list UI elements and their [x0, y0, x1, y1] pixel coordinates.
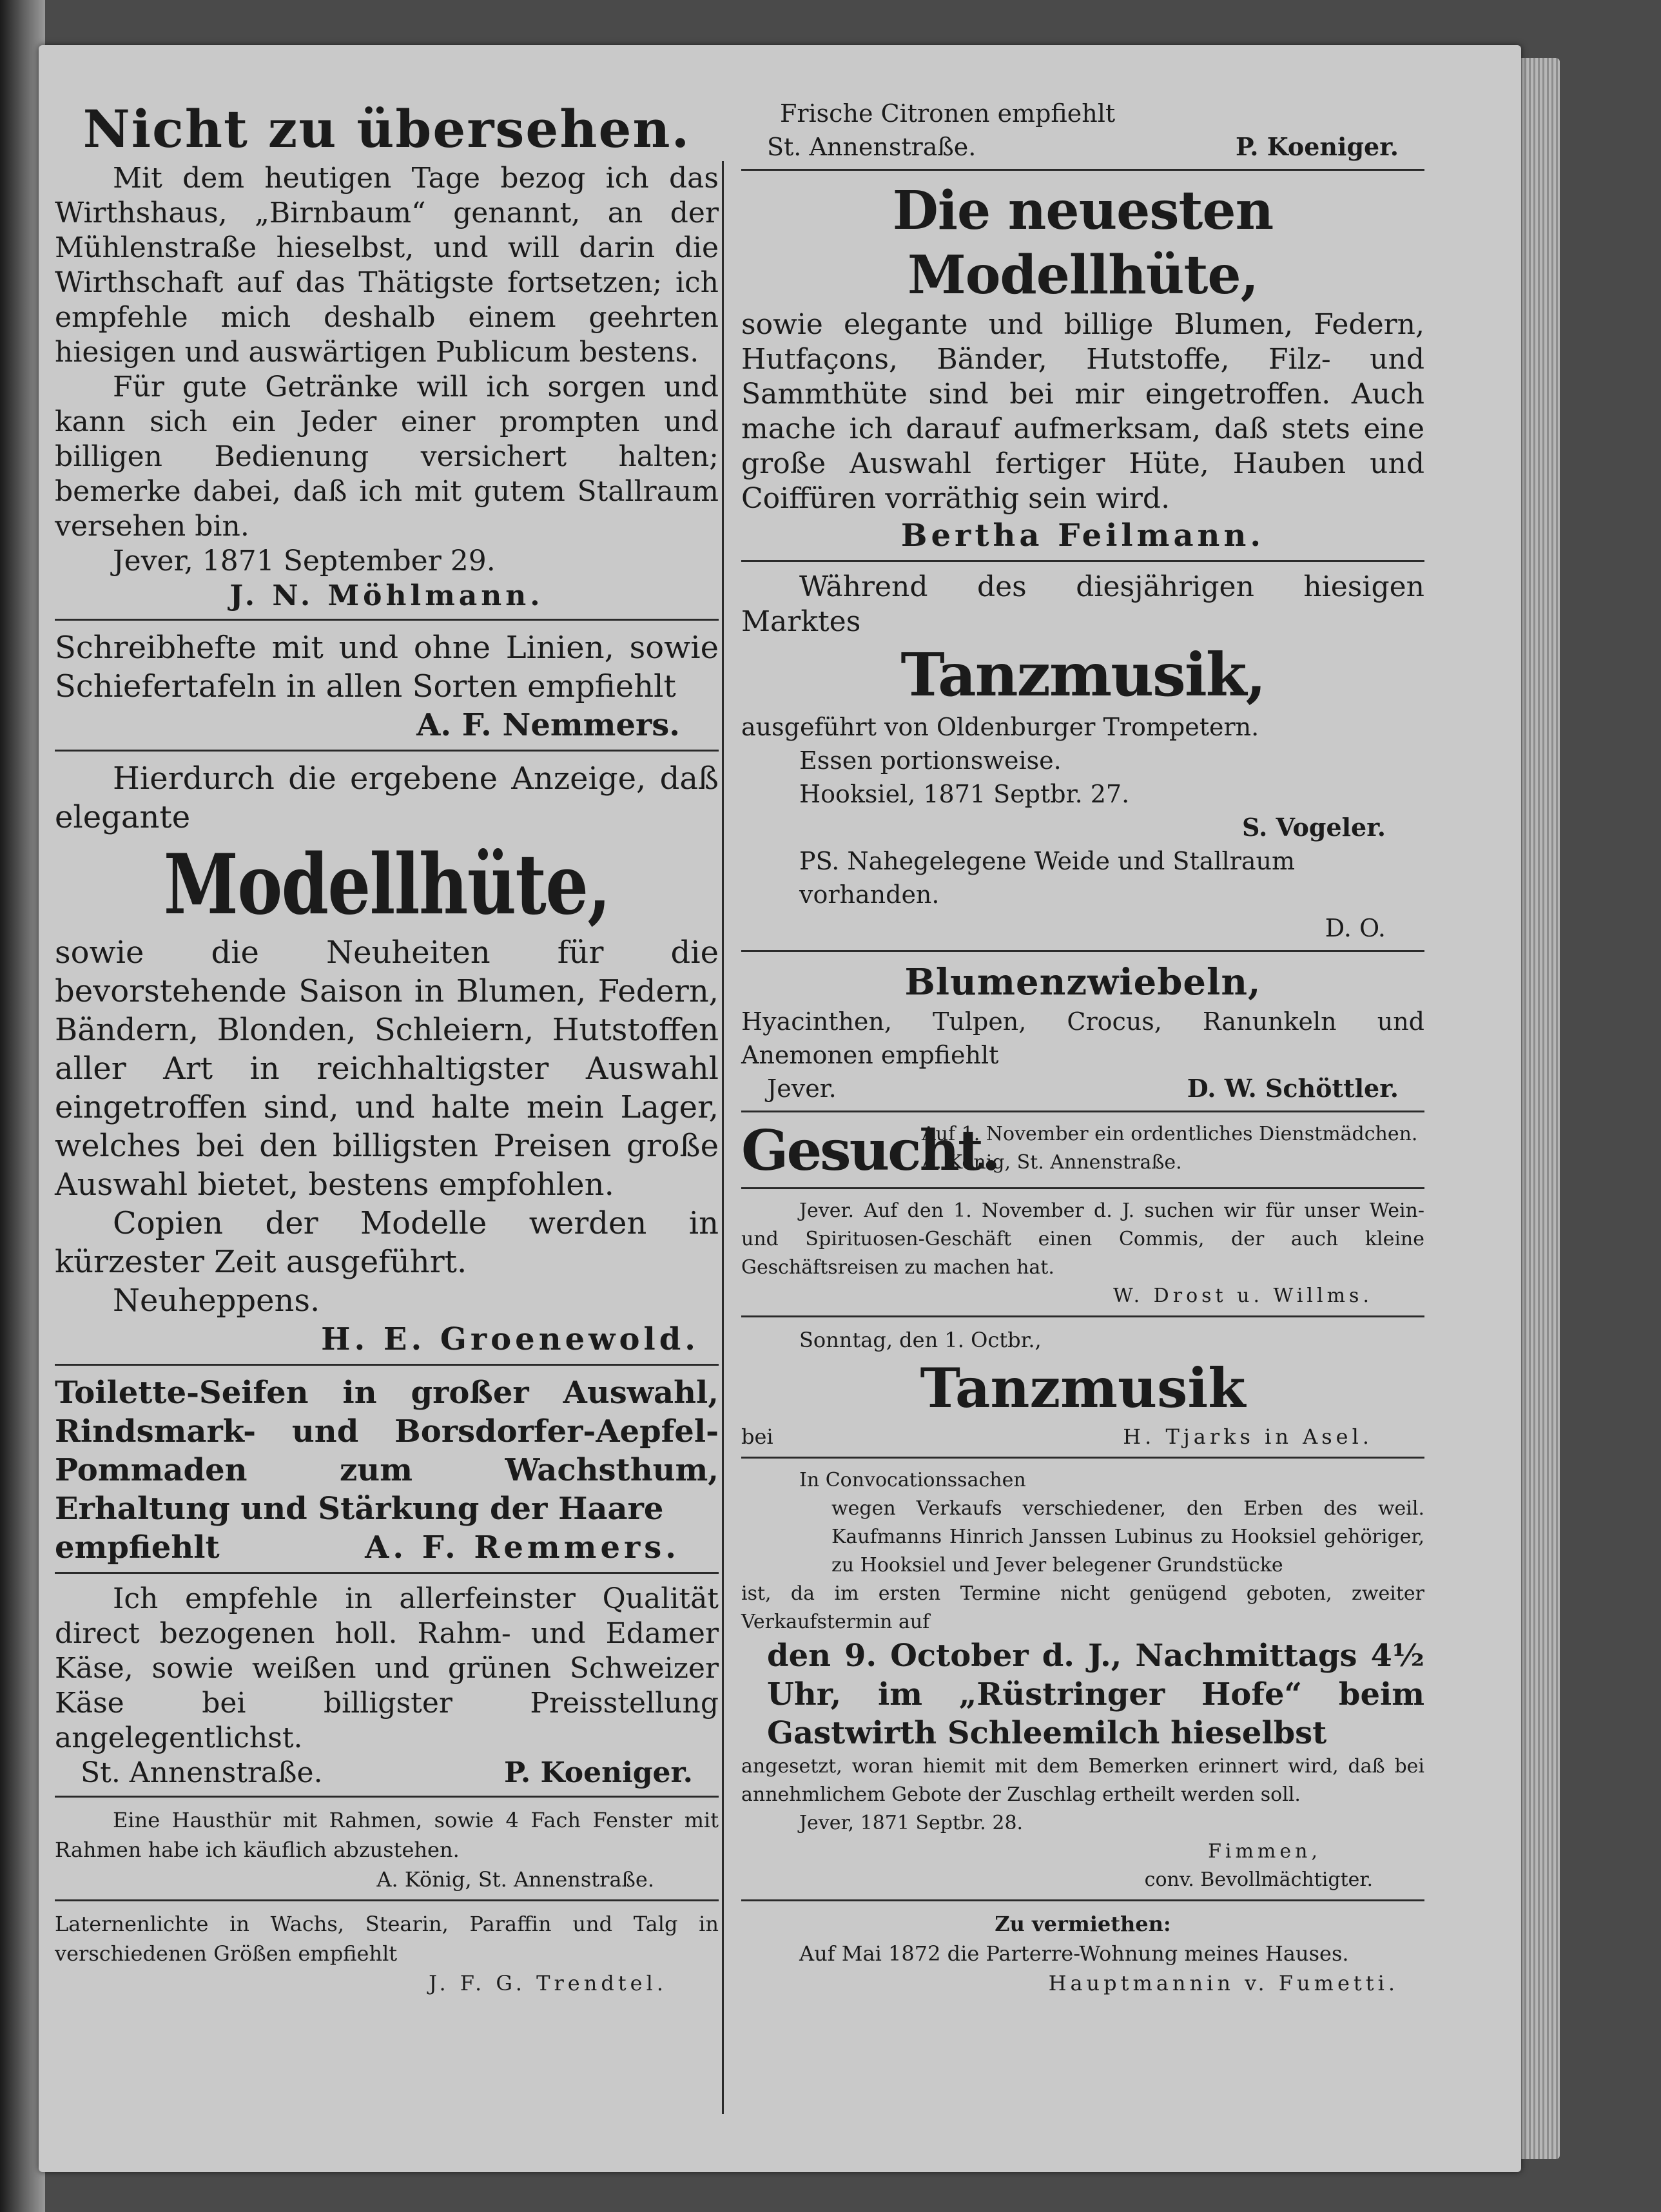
ad-place: St. Annenstraße.: [767, 133, 976, 161]
ad-signature-row: [55, 1756, 719, 1790]
ad-date: Hooksiel, 1871 Septbr. 27.: [799, 780, 1130, 808]
ad-intro: Während des diesjährigen hiesigen Marktes: [741, 570, 1424, 638]
ad-signature: A. F. Nemmers.: [416, 707, 680, 743]
divider: [741, 1111, 1424, 1112]
ad-signature-title: conv. Bevollmächtigter.: [1144, 1868, 1373, 1891]
ad-body: Eine Hausthür mit Rahmen, sowie 4 Fach Fenster mit Rahmen habe ich käuflich abzustehen.: [55, 1808, 719, 1862]
ad-end: empfiehlt: [55, 1529, 220, 1566]
ad-ps: PS. Nahegelegene Weide und Stallraum vorhanden.: [799, 847, 1296, 909]
column-divider: [722, 161, 724, 2114]
ad-signature: Hauptmannin v. Fumetti.: [1048, 1971, 1399, 1995]
ad-body: Auf Mai 1872 die Parterre-Wohnung meines Hauses.: [799, 1941, 1349, 1966]
ad-body: Toilette-Seifen in großer Auswahl, Rindsmark- und Borsdorfer-Aepfel-Pommaden zum Wachsthum, Erhaltung und Stärkung der Haare: [55, 1375, 719, 1527]
ad-neueste-modellhuete: [741, 179, 1424, 555]
ad-hausthuer: [55, 1805, 719, 1894]
ad-date: Jever, 1871 Septbr. 28.: [799, 1812, 1024, 1834]
ad-signature-row: [55, 1528, 719, 1567]
ad-heading: Tanzmusik: [920, 1356, 1246, 1420]
divider: [741, 1315, 1424, 1317]
divider: [55, 1796, 719, 1798]
left-column: [55, 97, 719, 1998]
ad-laternenlichte: [55, 1909, 719, 1998]
ad-place: Neuheppens.: [113, 1283, 320, 1319]
ad-tanzmusik-vogeler: [741, 570, 1424, 945]
ad-body: Hyacinthen, Tulpen, Crocus, Ranunkeln und Anemonen empfiehlt: [741, 1007, 1424, 1069]
divider: [741, 950, 1424, 952]
ad-toilette-seifen: [55, 1373, 719, 1567]
ad-signature-row: [741, 1072, 1424, 1105]
divider: [741, 169, 1424, 171]
ad-body: sowie die Neuheiten für die bevorstehende Saison in Blumen, Federn, Bändern, Blonden, Schleiern, Hutstoffen aller Art in reichhaltigster Auswahl eingetroffen sind, und halte mein Lager, welches bei den billigsten Preisen große Auswahl bietet, bestens empfohlen.: [55, 935, 719, 1203]
ad-heading: Nicht zu übersehen.: [83, 99, 691, 159]
divider: [55, 1899, 719, 1901]
ad-bei: bei: [741, 1424, 773, 1449]
divider: [55, 750, 719, 752]
ad-signature: P. Koeniger.: [1235, 132, 1399, 161]
divider: [741, 1187, 1424, 1189]
ad-body: sowie elegante und billige Blumen, Federn, Hutfaçons, Bänder, Hutstoffe, Filz- und Sammthüte sind bei mir eingetroffen. Auch mache ich darauf aufmerksam, daß stets eine große Auswahl fertiger Hüte, Hauben und Coiffüren vorräthig sein wird.: [741, 308, 1424, 515]
ad-heading: Tanzmusik,: [900, 640, 1265, 710]
ad-gesucht: [741, 1120, 1424, 1182]
ad-signature: J. F. G. Trendtel.: [429, 1971, 667, 1995]
ad-signature: A. König, St. Annenstraße.: [922, 1151, 1182, 1174]
ad-zu-vermiethen: [741, 1909, 1424, 1998]
ad-citronen: [741, 97, 1424, 164]
ad-signature: S. Vogeler.: [1241, 813, 1386, 842]
ad-ps-row: [741, 844, 1424, 911]
ad-date: Sonntag, den 1. Octbr.,: [799, 1328, 1042, 1352]
ad-place: Jever.: [767, 1074, 837, 1103]
ad-body: ausgeführt von Oldenburger Trompetern.: [741, 713, 1259, 741]
ad-intro: Hierdurch die ergebene Anzeige, daß elegante: [55, 761, 719, 835]
ad-heading: Blumenzwiebeln,: [904, 961, 1261, 1004]
divider: [741, 560, 1424, 562]
ad-signature: P. Koeniger.: [504, 1756, 693, 1789]
ad-commis: [741, 1197, 1424, 1310]
ad-body: angesetzt, woran hiemit mit dem Bemerken erinnert wird, daß bei annehmlichem Gebote der Zuschlag ertheilt werden soll.: [741, 1755, 1424, 1806]
ad-signature: W. Drost u. Willms.: [1113, 1285, 1373, 1307]
ad-signature: D. W. Schöttler.: [1187, 1074, 1399, 1103]
ad-body: Mit dem heutigen Tage bezog ich das Wirthshaus, „Birnbaum“ genannt, an der Mühlenstraße hieselbst, und will darin die Wirthschaft auf das Thätigste fortsetzen; ich empfehle mich deshalb einem geehrten hiesigen und auswärtigen Publicum bestens.: [55, 162, 719, 369]
ad-body: Laternenlichte in Wachs, Stearin, Paraffin und Talg in verschiedenen Größen empfiehlt: [55, 1912, 719, 1966]
ad-line: Essen portionsweise.: [799, 746, 1062, 775]
right-column: [741, 97, 1424, 1998]
ad-heading: Die neuesten Modellhüte,: [892, 180, 1274, 306]
ad-tanzmusik-tjarks: [741, 1325, 1424, 1451]
ad-heading: Gesucht.: [741, 1118, 999, 1183]
ad-place: St. Annenstraße.: [81, 1756, 323, 1789]
ad-signature: A. F. Remmers.: [365, 1529, 680, 1566]
ad-body: Ich empfehle in allerfeinster Qualität direct bezogenen holl. Rahm- und Edamer Käse, sowie weißen und grünen Schweizer Käse bei billigster Preisstellung angelegentlichst.: [55, 1582, 719, 1754]
ad-intro: In Convocationssachen: [799, 1469, 1026, 1491]
ad-blumenzwiebeln: [741, 960, 1424, 1105]
divider: [55, 1364, 719, 1366]
ad-birnbaum: [55, 97, 719, 614]
ad-schreibhefte: [55, 628, 719, 744]
ad-body: ist, da im ersten Termine nicht genügend geboten, zweiter Verkaufstermin auf: [741, 1582, 1424, 1633]
ad-date: Jever, 1871 September 29.: [113, 545, 496, 577]
ad-signature: J. N. Möhlmann.: [229, 579, 544, 612]
divider: [741, 1457, 1424, 1459]
ad-body: Schreibhefte mit und ohne Linien, sowie Schiefertafeln in allen Sorten empfiehlt: [55, 630, 719, 704]
ad-heading: Zu vermiethen:: [995, 1912, 1171, 1936]
ad-body-block: [922, 1120, 1424, 1177]
ad-body: Für gute Getränke will ich sorgen und kann sich ein Jeder einer prompten und billigen Bedienung versichert halten; bemerke dabei, daß ich mit gutem Stallraum versehen bin.: [55, 371, 719, 543]
divider: [55, 1572, 719, 1574]
ad-convocation: [741, 1466, 1424, 1894]
ad-body: Auf 1. November ein ordentliches Dienstmädchen.: [922, 1123, 1418, 1145]
ad-modellhuete-groenewold: [55, 759, 719, 1359]
ad-signature: A. König, St. Annenstraße.: [376, 1867, 654, 1892]
ad-signature-row: [741, 1422, 1424, 1451]
ad-kaese: [55, 1582, 719, 1790]
ad-signature-row: [741, 130, 1424, 164]
ad-signature: Bertha Feilmann.: [900, 518, 1265, 554]
divider: [741, 1899, 1424, 1901]
ad-body: Jever. Auf den 1. November d. J. suchen wir für unser Wein- und Spirituosen-Geschäft einen Commis, der auch kleine Geschäftsreisen zu machen hat.: [741, 1199, 1424, 1279]
ad-termin: den 9. October d. J., Nachmittags 4½ Uhr, im „Rüstringer Hofe“ beim Gastwirth Schleemilch hieselbst: [767, 1638, 1424, 1751]
ad-signature: Fimmen,: [1208, 1840, 1321, 1863]
ad-heading: Modellhüte,: [163, 837, 610, 933]
ad-body: Copien der Modelle werden in kürzester Zeit ausgeführt.: [55, 1205, 719, 1280]
divider: [55, 619, 719, 621]
ad-signature: H. E. Groenewold.: [321, 1321, 699, 1357]
ad-body: Frische Citronen empfiehlt: [780, 99, 1116, 128]
ad-ps-signature: D. O.: [1325, 914, 1386, 942]
ad-body: wegen Verkaufs verschiedener, den Erben des weil. Kaufmanns Hinrich Janssen Lubinus zu Hooksiel gehöriger, zu Hooksiel und Jever belegener Grundstücke: [831, 1497, 1424, 1577]
ad-signature: H. Tjarks in Asel.: [1123, 1424, 1373, 1449]
